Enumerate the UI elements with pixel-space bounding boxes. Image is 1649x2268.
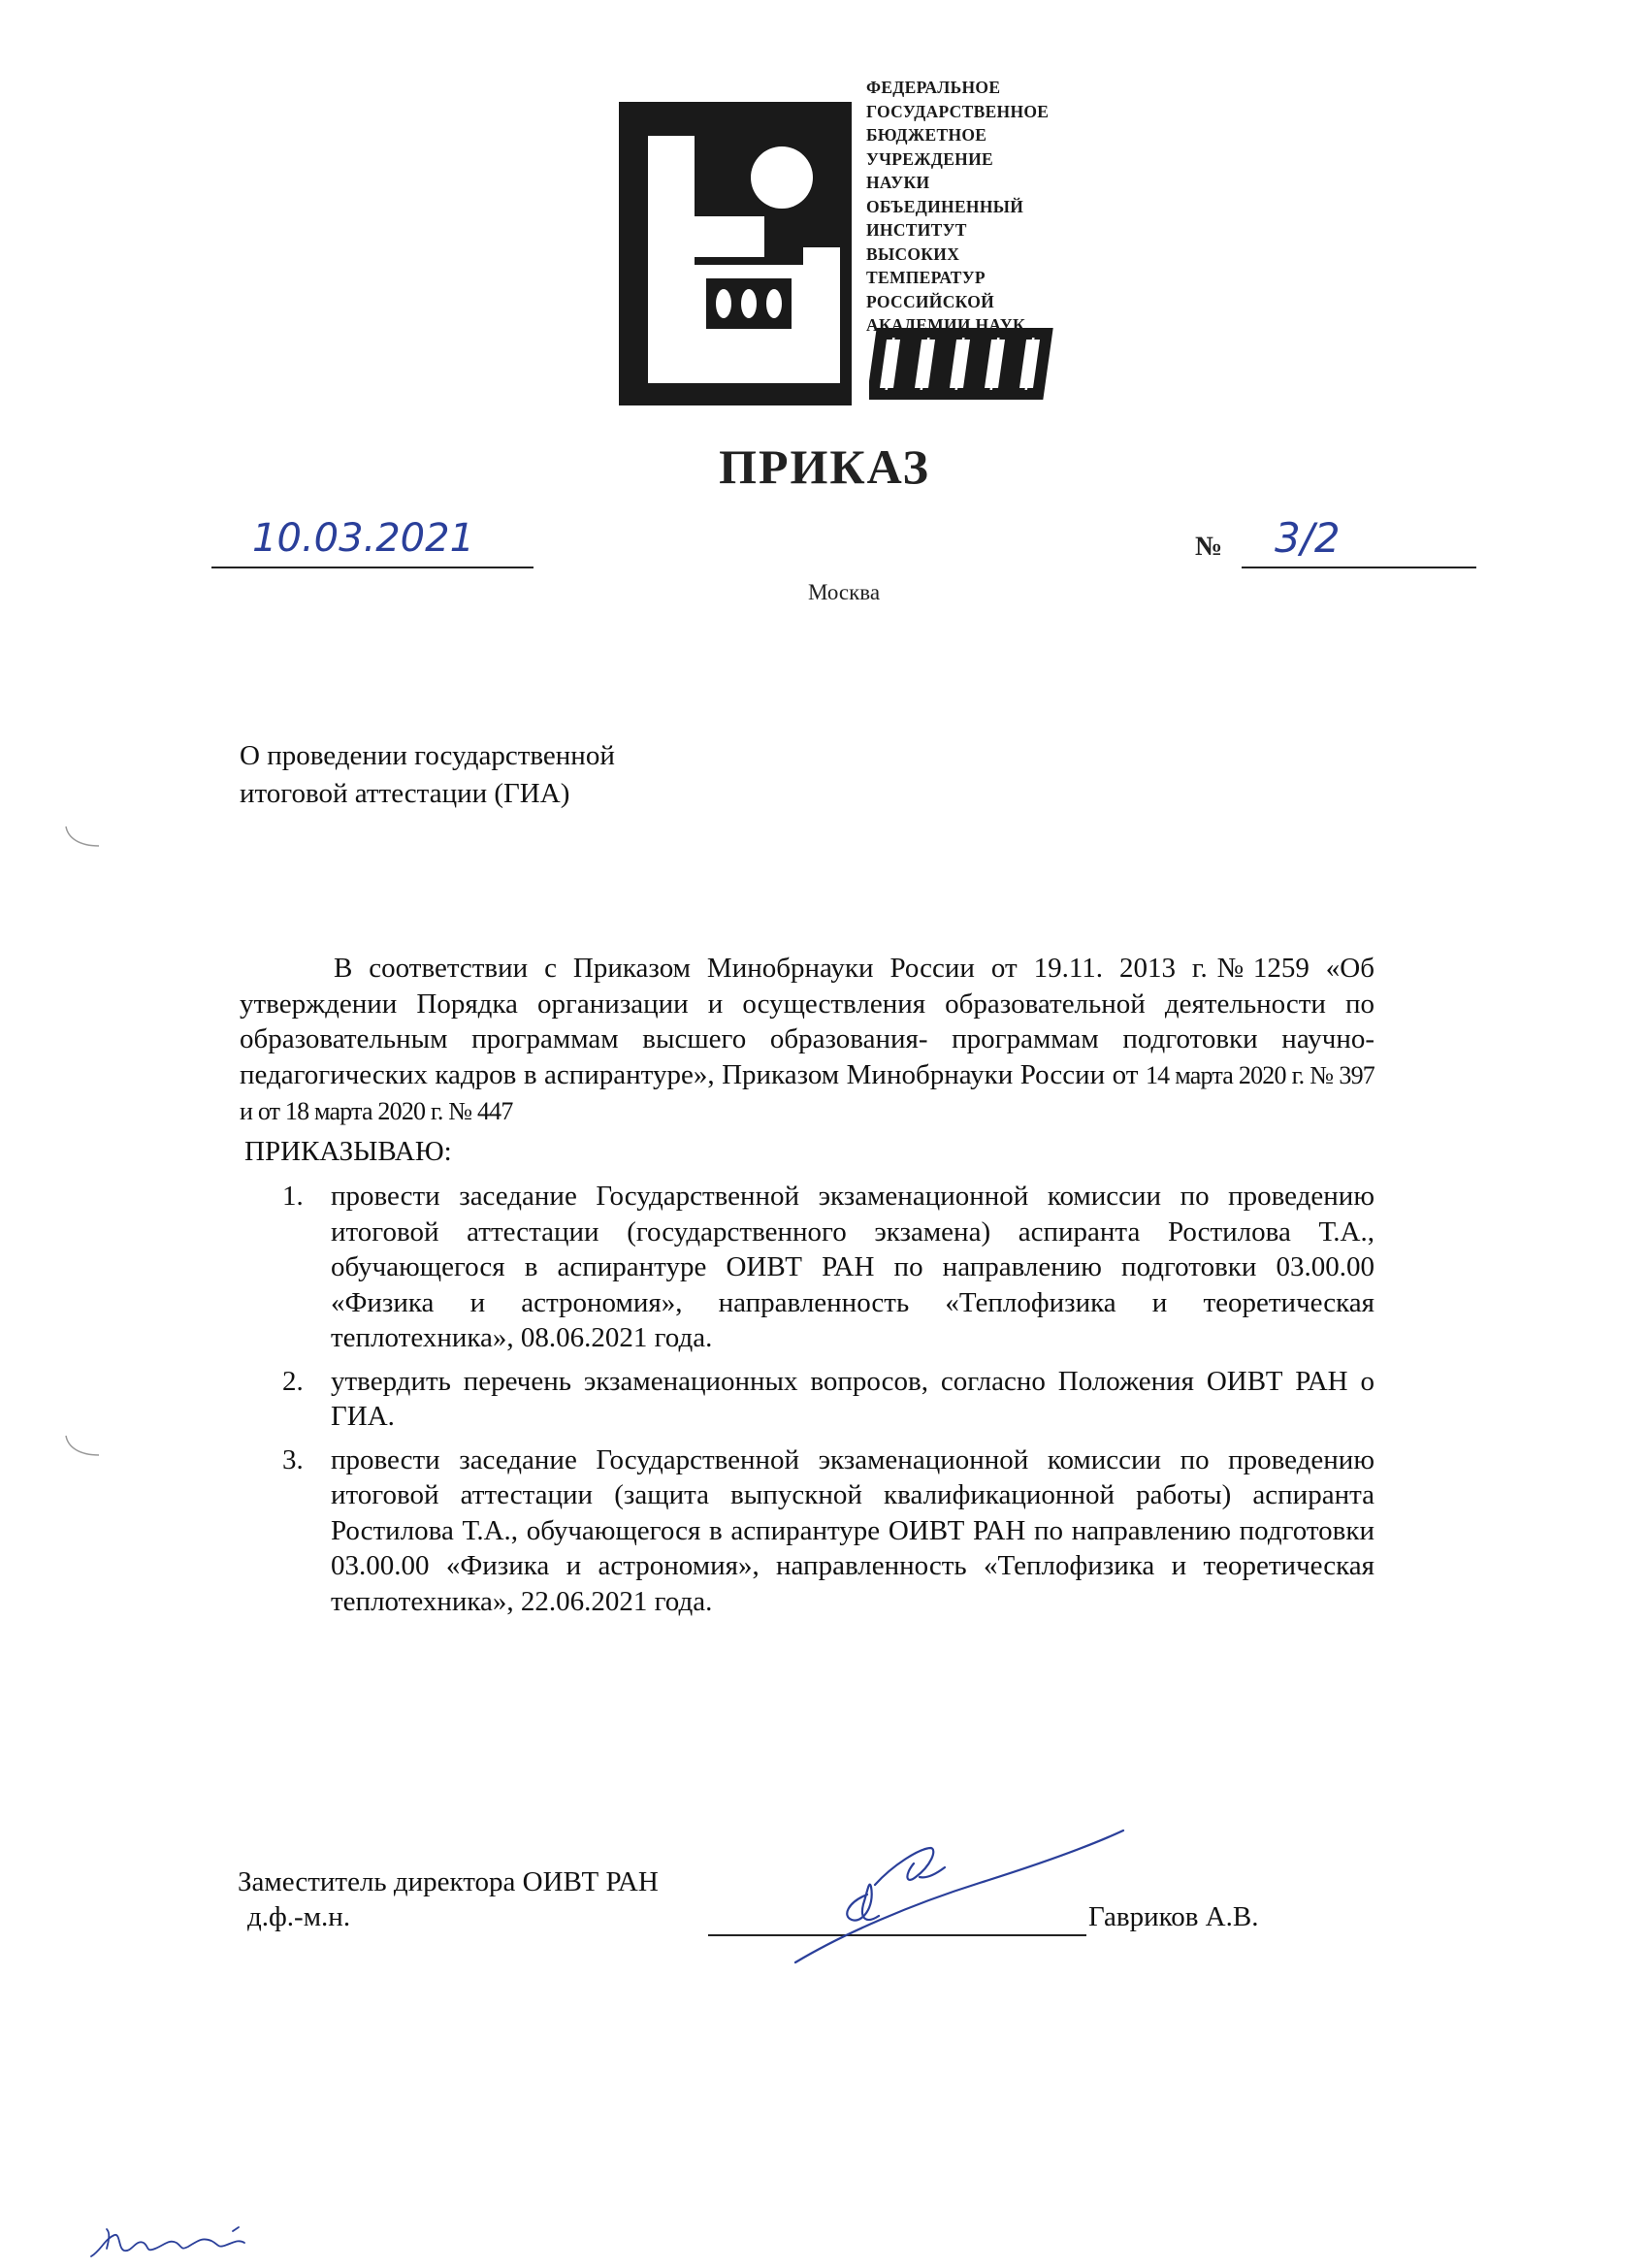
org-line: ИНСТИТУТ — [866, 220, 967, 240]
org-line: АКАДЕМИИ НАУК — [866, 315, 1025, 335]
preamble-tail: 14 марта 2020 г. № 397 и от 18 марта 2020 г. № 447 — [240, 1060, 1375, 1125]
item-number: 3. — [282, 1443, 304, 1475]
item-number: 2. — [282, 1365, 304, 1397]
subject — [240, 737, 615, 813]
list-item — [240, 1364, 1374, 1435]
org-line: ОБЪЕДИНЕННЫЙ — [866, 196, 1024, 216]
order-body — [240, 951, 1374, 1627]
city: Москва — [807, 580, 881, 604]
order-number-value: 3/2 — [1275, 514, 1341, 562]
abbreviation-wordmark-icon — [869, 326, 1063, 404]
signatory-position: Заместитель директора ОИВТ РАН — [238, 1866, 659, 1897]
number-underline — [1242, 567, 1476, 568]
item-text: провести заседание Государственной экзаменационной комиссии по проведению итоговой аттестации (государственного экзамена) аспиранта Ростилова Т.А., обучающегося в аспирантуре ОИВТ РАН по направлению подготовки 03.00.00 «Физика и астрономия», направленность «Теплофизика и теоретическая теплотехника», 08.06.2021 года. — [331, 1181, 1374, 1353]
document-title: ПРИКАЗ — [719, 439, 930, 494]
scan-mark-icon — [60, 1432, 107, 1459]
date-underline — [211, 567, 534, 568]
subject-line: итоговой аттестации (ГИА) — [240, 778, 570, 809]
handwritten-signature-icon — [786, 1819, 1135, 1964]
item-text: провести заседание Государственной экзаменационной комиссии по проведению итоговой аттестации (защита выпускной квалификационной работы) аспиранта Ростилова Т.А., обучающегося в аспирантуре ОИВТ РАН по направлению подготовки 03.00.00 «Физика и астрономия», направленность «Теплофизика и теоретическая теплотехника», 22.06.2021 года. — [331, 1443, 1374, 1617]
scan-mark-icon — [60, 823, 107, 850]
org-line: НАУКИ — [866, 173, 930, 192]
preamble-paragraph — [240, 951, 1374, 1130]
order-number-field — [1195, 514, 1476, 568]
list-item — [240, 1442, 1374, 1620]
logo-t-mark-icon — [619, 102, 852, 405]
item-number: 1. — [282, 1181, 304, 1212]
number-label: № — [1195, 532, 1223, 562]
org-line: ФЕДЕРАЛЬНОЕ — [866, 78, 1001, 97]
org-line: ВЫСОКИХ — [866, 243, 960, 264]
date-field — [211, 516, 534, 568]
org-line: УЧРЕЖДЕНИЕ — [866, 148, 993, 169]
preamble-text: В соответствии с Приказом Минобрнауки России от 19.11. 2013 г.№1259 «Об утверждении Порядка организации и осуществления образовательной деятельности по образовательным программам высшего образования- программам подготовки научно-педагогических кадров в аспирантуре», Приказом Минобрнауки России от — [240, 953, 1374, 1090]
signatory-name: Гавриков А.В. — [1088, 1901, 1259, 1932]
org-line: РОССИЙСКОЙ — [866, 291, 995, 311]
institute-logo — [619, 102, 852, 405]
org-line: ГОСУДАРСТВЕННОЕ — [866, 101, 1050, 121]
organization-name — [866, 76, 1049, 338]
list-item — [240, 1179, 1374, 1356]
initials-scribble-icon — [87, 2221, 252, 2262]
subject-line: О проведении государственной — [240, 740, 615, 771]
item-text: утвердить перечень экзаменационных вопросов, согласно Положения ОИВТ РАН о ГИА. — [331, 1365, 1374, 1432]
signatory-degree: д.ф.-м.н. — [247, 1901, 351, 1932]
order-items — [240, 1179, 1374, 1619]
org-line: ТЕМПЕРАТУР — [866, 268, 986, 287]
org-line: БЮДЖЕТНОЕ — [866, 125, 987, 145]
directive: ПРИКАЗЫВАЮ: — [244, 1135, 452, 1167]
date-value: 10.03.2021 — [252, 516, 475, 561]
org-abbreviation-logo — [869, 326, 1063, 404]
